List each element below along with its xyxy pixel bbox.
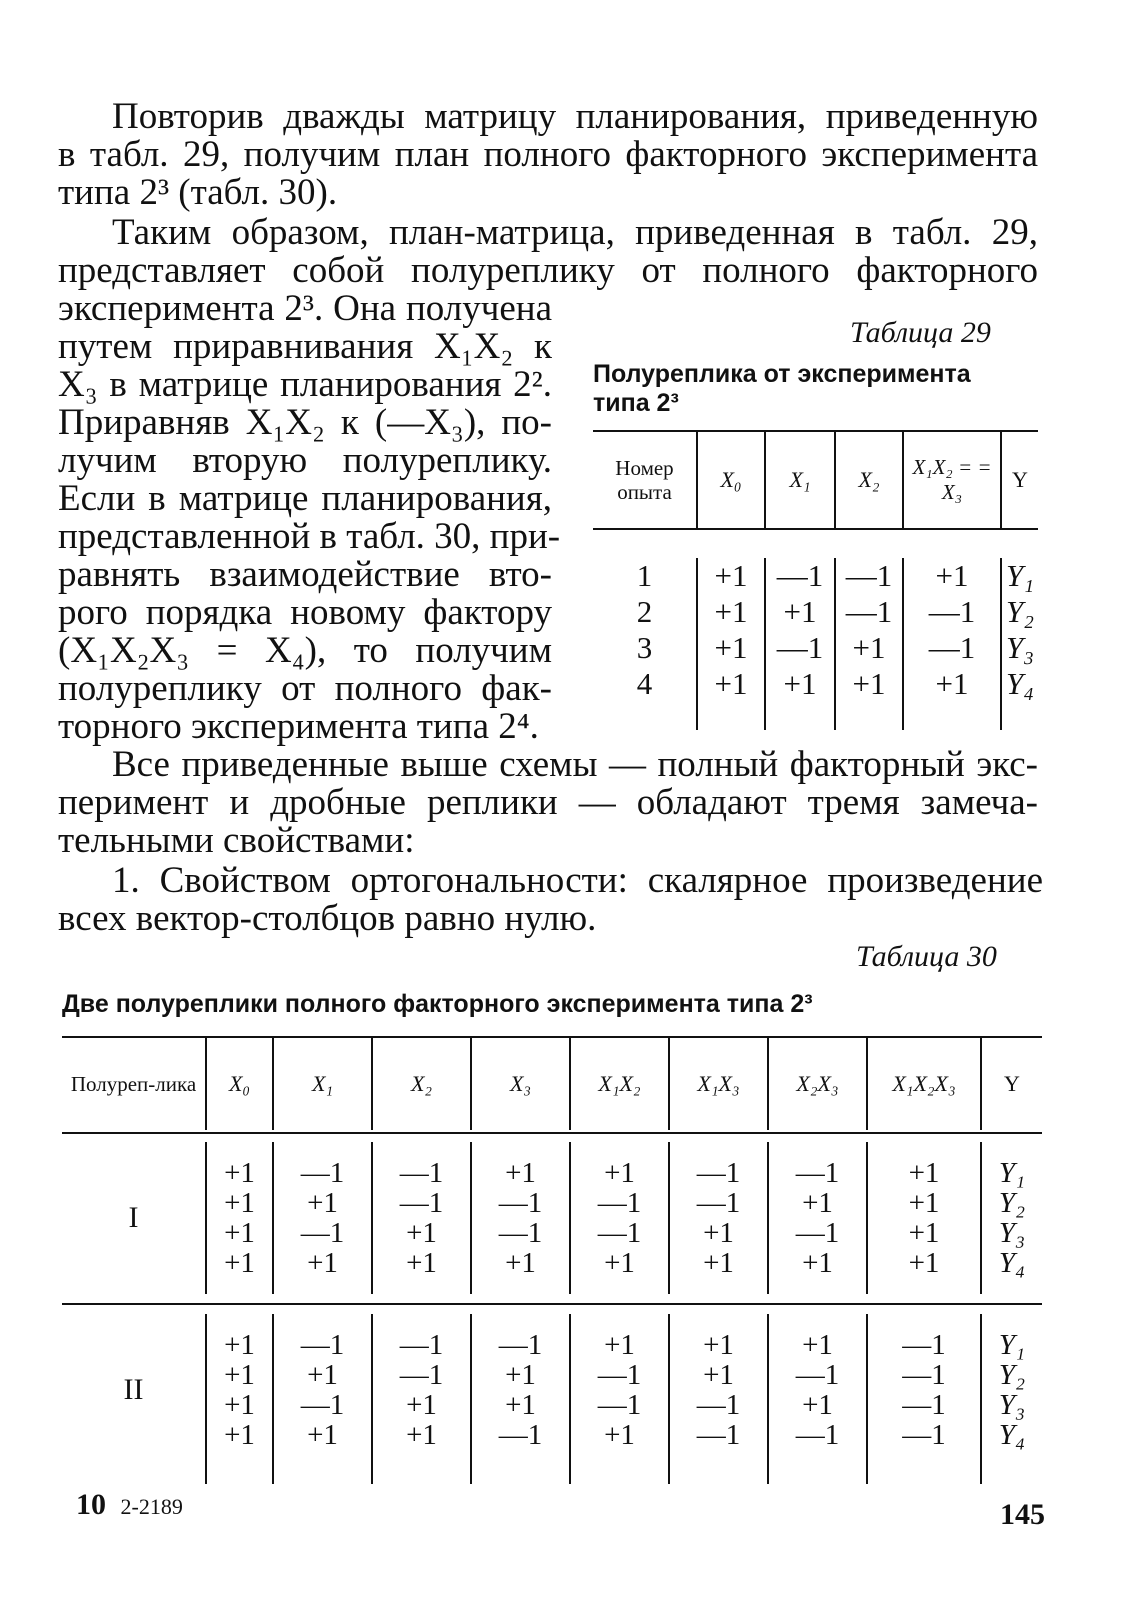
paragraph-2 xyxy=(58,214,1038,290)
table-30-caption: Таблица 30 xyxy=(856,940,997,973)
table-29-title xyxy=(593,360,1033,418)
cell: —1 xyxy=(835,594,903,630)
cell: Y₄ xyxy=(1005,666,1035,701)
cell: —1 xyxy=(300,1157,345,1189)
cell: +1 xyxy=(802,1329,833,1361)
cell: +1 xyxy=(903,666,1001,702)
cell: +1 xyxy=(406,1217,437,1249)
cell: Y₄ xyxy=(998,1247,1026,1279)
cell: +1 xyxy=(505,1247,536,1279)
cell: +1 xyxy=(703,1359,734,1391)
cell: +1 xyxy=(697,594,765,630)
cell: —1 xyxy=(765,558,835,594)
cell: +1 xyxy=(307,1187,338,1219)
column-cells xyxy=(867,1314,981,1466)
cell: +1 xyxy=(903,558,1001,594)
column-cells xyxy=(471,1314,570,1466)
cell: 1 xyxy=(593,558,697,594)
cell: —1 xyxy=(902,1419,946,1451)
column-cells xyxy=(768,1142,867,1294)
text-line: типа 2³ (табл. 30). xyxy=(58,172,338,213)
col-header-x2: X₂ xyxy=(835,432,903,528)
cell: —1 xyxy=(795,1419,840,1451)
cell: +1 xyxy=(697,666,765,702)
col-header-y: Y xyxy=(1004,1071,1020,1096)
cell: Y₃ xyxy=(998,1389,1026,1421)
text-line: полуреплику от полного фак- xyxy=(58,668,552,709)
text-line: торного эксперимента типа 2⁴. xyxy=(58,706,539,747)
cell: +1 xyxy=(224,1329,255,1361)
cell: +1 xyxy=(765,594,835,630)
cell: +1 xyxy=(604,1419,635,1451)
footer-sheet-number: 10 xyxy=(76,1488,106,1521)
col-header-x1: X₁ xyxy=(273,1038,372,1130)
cell: —1 xyxy=(498,1329,543,1361)
cell: Y₁ xyxy=(998,1157,1026,1189)
cell: —1 xyxy=(795,1217,840,1249)
cell: +1 xyxy=(307,1359,338,1391)
cell: —1 xyxy=(903,594,1001,630)
paragraph-1 xyxy=(58,98,1038,212)
col-header-x1x2-x3: X₁X₂ = = X₃ xyxy=(903,432,1001,528)
column-cells xyxy=(372,1314,471,1466)
cell: —1 xyxy=(696,1389,741,1421)
text-line: Все приведенные выше схемы — полный факторный экс- xyxy=(112,744,1038,785)
col-header-x1x3: X₁X₃ xyxy=(669,1038,768,1130)
text-line: рого порядка новому фактору xyxy=(58,592,552,633)
col-header-x1x2: X₁X₂ xyxy=(570,1038,669,1130)
cell: —1 xyxy=(399,1187,444,1219)
cell: +1 xyxy=(703,1247,734,1279)
cell: +1 xyxy=(835,666,903,702)
paragraph-4 xyxy=(58,862,1043,938)
cell: +1 xyxy=(802,1247,833,1279)
cell: Y₃ xyxy=(1005,630,1035,665)
column-cells xyxy=(471,1142,570,1294)
cell: —1 xyxy=(902,1359,946,1391)
cell: Y₂ xyxy=(1005,594,1035,629)
text-line: перимент и дробные реплики — обладают тремя замеча- xyxy=(58,782,1038,823)
cell: +1 xyxy=(406,1247,437,1279)
column-cells xyxy=(570,1142,669,1294)
cell: +1 xyxy=(802,1389,833,1421)
text-line: лучим вторую полуреплику. xyxy=(58,440,552,481)
text-line: тельными свойствами: xyxy=(58,820,415,861)
group-label: II xyxy=(62,1314,206,1466)
cell: Y₃ xyxy=(998,1217,1026,1249)
table-header-row xyxy=(593,432,1038,528)
text-line: Если в матрице планирования, xyxy=(58,478,552,519)
cell: Y₂ xyxy=(998,1359,1026,1391)
cell: Y₁ xyxy=(998,1329,1026,1361)
table-group-ii xyxy=(62,1314,1042,1466)
cell: +1 xyxy=(224,1419,255,1451)
table-30 xyxy=(62,1038,1042,1484)
cell: —1 xyxy=(300,1329,345,1361)
cell: +1 xyxy=(908,1187,940,1219)
cell: 2 xyxy=(593,594,697,630)
text-line: (X₁X₂X₃ = X₄), то получим xyxy=(58,630,552,671)
cell: +1 xyxy=(224,1359,255,1391)
col-header-x0: X₀ xyxy=(697,432,765,528)
cell: —1 xyxy=(399,1359,444,1391)
column-cells xyxy=(273,1142,372,1294)
cell: Y₂ xyxy=(998,1187,1026,1219)
text-line: в табл. 29, получим план полного факторного эксперимента xyxy=(58,134,1038,175)
cell: +1 xyxy=(908,1247,940,1279)
column-cells xyxy=(981,1142,1042,1294)
footer-code: 2-2189 xyxy=(120,1494,183,1519)
column-cells xyxy=(867,1142,981,1294)
col-header-y: Y xyxy=(1012,467,1028,492)
cell: 4 xyxy=(593,666,697,702)
cell: +1 xyxy=(908,1157,940,1189)
cell: —1 xyxy=(498,1217,543,1249)
cell: +1 xyxy=(703,1329,734,1361)
cell: —1 xyxy=(597,1359,642,1391)
column-cells xyxy=(372,1142,471,1294)
cell: +1 xyxy=(703,1217,734,1249)
cell: +1 xyxy=(224,1187,255,1219)
cell: —1 xyxy=(597,1217,642,1249)
column-cells xyxy=(768,1314,867,1466)
group-label: I xyxy=(62,1142,206,1294)
cell: —1 xyxy=(300,1217,345,1249)
cell: +1 xyxy=(224,1247,255,1279)
table-29 xyxy=(593,432,1038,730)
cell: +1 xyxy=(505,1359,536,1391)
cell: 3 xyxy=(593,630,697,666)
table-group-i xyxy=(62,1142,1042,1294)
cell: Y₄ xyxy=(998,1419,1026,1451)
col-header-x1x2x3: X₁X₂X₃ xyxy=(867,1038,981,1130)
col-header-x2x3: X₂X₃ xyxy=(768,1038,867,1130)
text-line: 1. Свойством ортогональности: скалярное произведение xyxy=(112,860,1043,901)
footer-signature xyxy=(76,1488,183,1522)
cell: +1 xyxy=(908,1217,940,1249)
table-row xyxy=(593,630,1038,666)
cell: —1 xyxy=(498,1419,543,1451)
table-30-title: Две полуреплики полного факторного эксперимента типа 2³ xyxy=(62,990,813,1018)
column-cells xyxy=(570,1314,669,1466)
text-line: равнять взаимодействие вто- xyxy=(58,554,552,595)
table-row xyxy=(593,666,1038,702)
cell: +1 xyxy=(307,1247,338,1279)
cell: +1 xyxy=(604,1247,635,1279)
cell: +1 xyxy=(835,630,903,666)
column-cells xyxy=(206,1142,273,1294)
table-row xyxy=(593,558,1038,594)
cell: —1 xyxy=(696,1157,741,1189)
column-cells xyxy=(273,1314,372,1466)
cell: —1 xyxy=(696,1419,741,1451)
cell: —1 xyxy=(399,1329,444,1361)
cell: +1 xyxy=(505,1157,536,1189)
cell: +1 xyxy=(224,1389,255,1421)
cell: —1 xyxy=(902,1389,946,1421)
cell: +1 xyxy=(697,558,765,594)
cell: —1 xyxy=(498,1187,543,1219)
cell: —1 xyxy=(903,630,1001,666)
column-cells xyxy=(206,1314,273,1466)
cell: —1 xyxy=(300,1389,345,1421)
table-29-caption: Таблица 29 xyxy=(850,316,991,349)
column-cells xyxy=(669,1314,768,1466)
cell: —1 xyxy=(835,558,903,594)
col-header-halfreplica: Полуреп-лика xyxy=(62,1038,206,1130)
col-header-number: Номер опыта xyxy=(593,432,697,528)
text-line: представляет собой полуреплику от полного факторного xyxy=(58,250,1038,291)
cell: +1 xyxy=(604,1157,635,1189)
cell: +1 xyxy=(604,1329,635,1361)
cell: —1 xyxy=(795,1359,840,1391)
page-number: 145 xyxy=(1000,1498,1045,1531)
cell: +1 xyxy=(224,1157,255,1189)
cell: —1 xyxy=(902,1329,946,1361)
cell: —1 xyxy=(597,1187,642,1219)
text-line: Таким образом, план-матрица, приведенная в табл. 29, xyxy=(112,212,1038,253)
table-29-title-line: типа 2³ xyxy=(593,389,679,417)
table-29-title-line: Полуреплика от эксперимента xyxy=(593,360,971,388)
paragraph-2-left-column xyxy=(58,288,561,747)
cell: +1 xyxy=(765,666,835,702)
cell: Y₁ xyxy=(1005,558,1035,593)
cell: +1 xyxy=(802,1187,833,1219)
cell: +1 xyxy=(307,1419,338,1451)
cell: +1 xyxy=(406,1389,437,1421)
cell: —1 xyxy=(765,630,835,666)
text-line: Повторив дважды матрицу планирования, приведенную xyxy=(112,96,1038,137)
col-header-x2: X₂ xyxy=(372,1038,471,1130)
table-row xyxy=(593,594,1038,630)
cell: —1 xyxy=(399,1157,444,1189)
col-header-x1: X₁ xyxy=(765,432,835,528)
cell: +1 xyxy=(224,1217,255,1249)
cell: +1 xyxy=(505,1389,536,1421)
column-cells xyxy=(981,1314,1042,1466)
column-cells xyxy=(669,1142,768,1294)
text-line: X₃ в матрице планирования 2². xyxy=(58,364,552,405)
text-line: путем приравнивания X₁X₂ к xyxy=(58,326,552,367)
col-header-x3: X₃ xyxy=(471,1038,570,1130)
cell: —1 xyxy=(696,1187,741,1219)
cell: +1 xyxy=(406,1419,437,1451)
paragraph-3 xyxy=(58,746,1038,860)
table-header-row xyxy=(62,1038,1042,1130)
cell: —1 xyxy=(597,1389,642,1421)
text-line: представленной в табл. 30, при- xyxy=(58,516,561,557)
text-line: всех вектор-столбцов равно нулю. xyxy=(58,898,597,939)
text-line: эксперимента 2³. Она получена xyxy=(58,288,552,329)
text-line: Приравняв X₁X₂ к (—X₃), по- xyxy=(58,402,552,443)
cell: —1 xyxy=(795,1157,840,1189)
cell: +1 xyxy=(697,630,765,666)
col-header-x0: X₀ xyxy=(206,1038,273,1130)
